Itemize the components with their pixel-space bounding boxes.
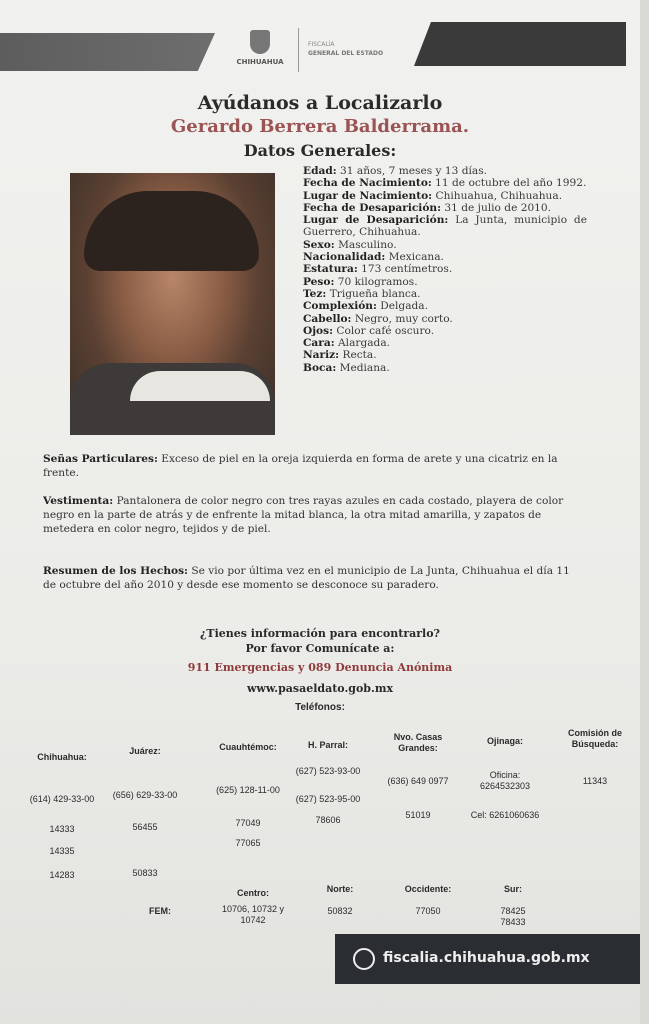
fem-label: FEM: (149, 906, 171, 916)
fem-zone-header: Occidente: (404, 884, 452, 894)
city-header: Juárez: (129, 746, 161, 756)
senas-particulares: Señas Particulares: Exceso de piel en la oreja izquierda en forma de arete y una cicatriz en la frente. (43, 453, 558, 479)
header-band-right (414, 22, 626, 66)
fact-item: Cabello: Negro, muy corto. (303, 312, 453, 325)
chihuahua-logo: CHIHUAHUA (235, 30, 285, 66)
fem-zone-header: Norte: (326, 884, 354, 894)
page-title: Ayúdanos a Localizarlo (197, 92, 443, 114)
phone-number: 11343 (582, 776, 608, 786)
fem-zone-header: Sur: (504, 884, 522, 894)
fem-zone-number: 77050 (415, 906, 441, 916)
divider (298, 28, 299, 72)
fem-zone-number: 10706, 10732 y 10742 (221, 904, 285, 925)
phone-number: (636) 649 0977 (387, 776, 449, 786)
person-photo (70, 173, 275, 435)
city-header: Cuauhtémoc: (219, 742, 277, 752)
fem-zone-header: Centro: (237, 888, 269, 898)
resumen-hechos: Resumen de los Hechos: Se vio por última vez en el municipio de La Junta, Chihuahua el día 11 de octubre del año 2010 y desde ese momento se desconoce su paradero. (43, 565, 570, 591)
phone-number: (625) 128-11-00 (216, 785, 280, 795)
fact-item: Ojos: Color café oscuro. (303, 324, 435, 337)
phone-number: 77049 (235, 818, 261, 828)
general-data-list (303, 165, 587, 374)
website-link[interactable]: www.pasaeldato.gob.mx (246, 682, 394, 695)
phone-number: 14283 (49, 870, 75, 880)
person-name: Gerardo Berrera Balderrama. (170, 116, 470, 137)
section-title: Datos Generales: (243, 141, 397, 160)
fact-item: Boca: Mediana. (303, 361, 390, 374)
footer-url[interactable]: fiscalia.chihuahua.gob.mx (383, 950, 590, 966)
phone-number: 78606 (315, 815, 341, 825)
fem-zone-number: 50832 (327, 906, 353, 916)
phone-number: Cel: 6261060636 (470, 810, 540, 820)
contact-block: ¿Tienes información para encontrarlo? Por favor Comunícate a: 911 Emergencias y 089 Denuncia Anónima www.pasaeldato.gob.mx Teléfonos: (0, 626, 640, 715)
phone-number: 56455 (132, 822, 158, 832)
phone-number: 51019 (405, 810, 431, 820)
fact-item: Lugar de Nacimiento: Chihuahua, Chihuahua. (303, 189, 563, 202)
globe-icon (353, 948, 375, 970)
fact-item: Sexo: Masculino. (303, 238, 397, 251)
city-header: Nvo. Casas Grandes: (393, 732, 443, 753)
org-name: FISCALÍA GENERAL DEL ESTADO (308, 41, 384, 57)
fact-item: Edad: 31 años, 7 meses y 13 días. (303, 165, 488, 177)
shield-icon (250, 30, 270, 54)
fact-item: Tez: Trigueña blanca. (303, 287, 421, 300)
phone-number: (627) 523-95-00 (295, 794, 361, 804)
fact-item: Nariz: Recta. (303, 349, 377, 362)
phone-number: (656) 629-33-00 (112, 790, 178, 800)
fact-item: Complexión: Delgada. (303, 300, 428, 313)
phone-number: 50833 (132, 868, 158, 878)
fact-item: Nacionalidad: Mexicana. (303, 251, 444, 264)
city-header: Ojinaga: (486, 736, 523, 746)
phone-number: 77065 (235, 838, 261, 848)
footer-bar (335, 934, 640, 984)
fact-item: Estatura: 173 centímetros. (303, 263, 453, 276)
phone-number: 14335 (49, 846, 75, 856)
header-band-left (0, 33, 215, 71)
phone-number: 14333 (49, 824, 75, 834)
city-header: Chihuahua: (37, 752, 87, 762)
fact-item: Peso: 70 kilogramos. (303, 275, 418, 288)
phone-number: (627) 523-93-00 (295, 766, 361, 776)
city-header: H. Parral: (307, 740, 349, 750)
fact-item: Cara: Alargada. (303, 337, 391, 350)
fact-item: Fecha de Nacimiento: 11 de octubre del año 1992. (303, 177, 587, 190)
fact-item: Lugar de Desaparición: La Junta, municipio de Guerrero, Chihuahua. (303, 214, 587, 239)
phone-number: Oficina: 6264532303 (479, 770, 531, 791)
phone-number: (614) 429-33-00 (29, 794, 95, 804)
fact-item: Fecha de Desaparición: 31 de julio de 2010. (303, 201, 552, 214)
city-header: Comisión de Búsqueda: (567, 728, 622, 749)
fem-zone-number: 78425 78433 (500, 906, 526, 927)
vestimenta: Vestimenta: Pantalonera de color negro con tres rayas azules en cada costado, playera de color negro en la parte de atrás y de enfrente la mitad blanca, la otra mitad amarilla, y zapatos de metedera en color negro, tejidos y de piel. (43, 495, 564, 535)
